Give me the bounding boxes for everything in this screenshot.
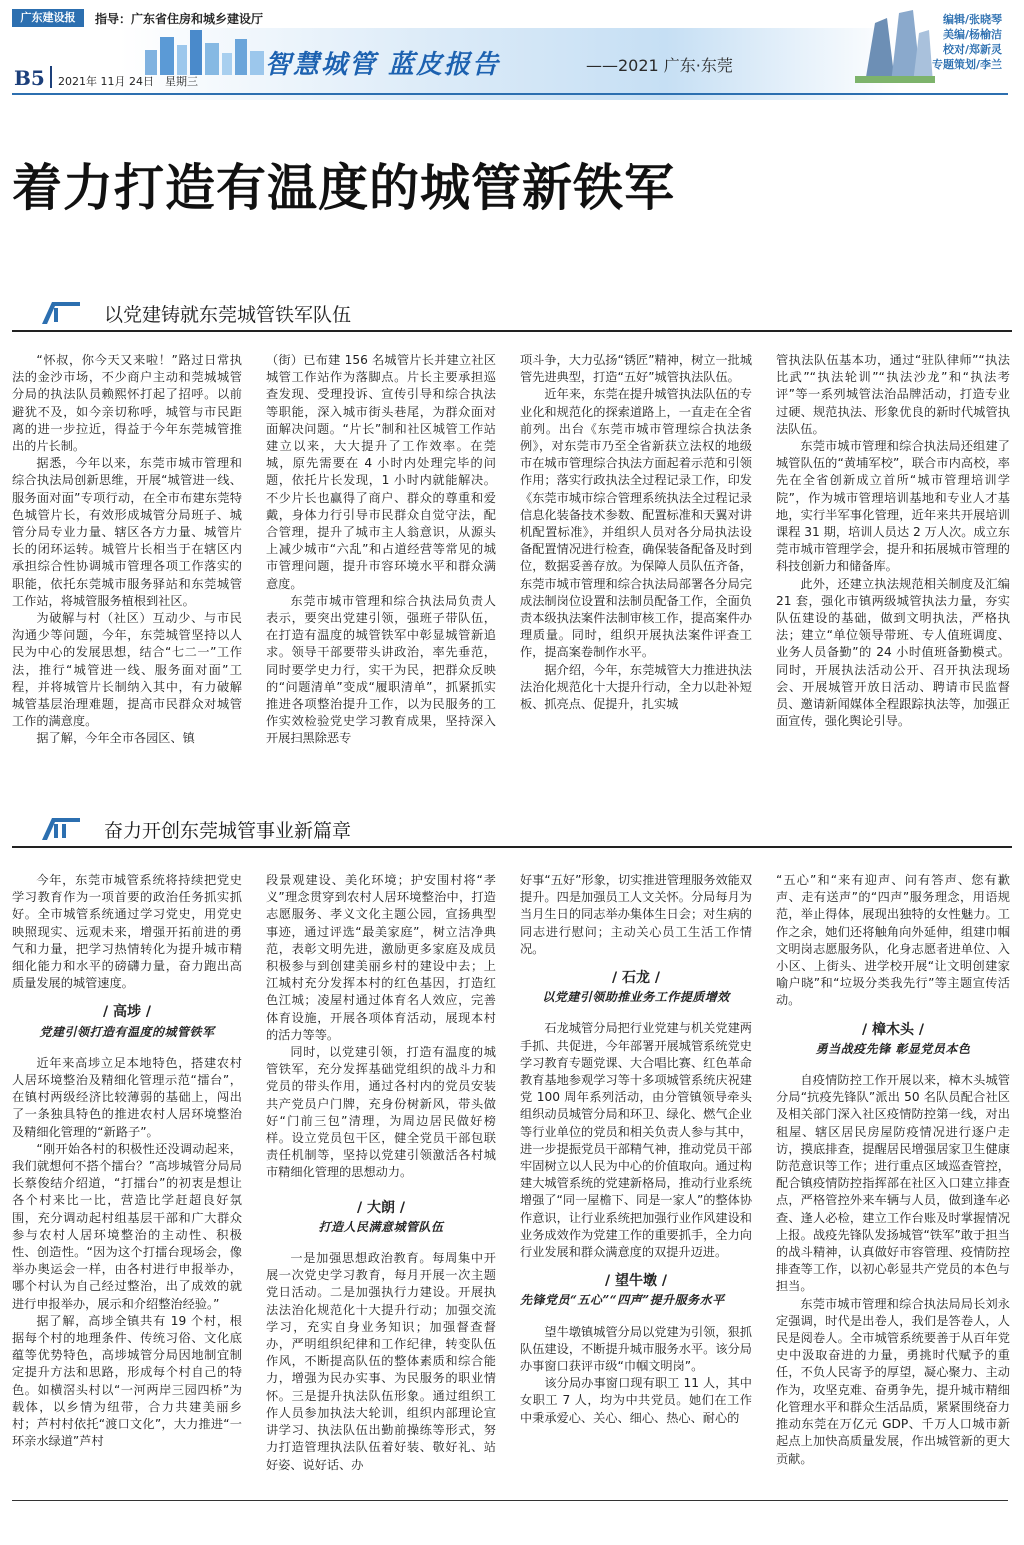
issue-date: 2021年 11月 24日 星期三: [58, 75, 198, 88]
footer-rule: [12, 1500, 1008, 1501]
town-subheading: 党建引领打造有温度的城管铁军: [39, 1024, 215, 1039]
section1-column-2: [266, 352, 496, 748]
paragraph: 好事“五好”形象，切实推进管理服务效能双提升。四是加强员工人文关怀。分局每月为当月生日的同志举办集体生日会；对生病的同志进行慰问；主动关心员工生活工作情况。: [520, 873, 753, 956]
credit-editor: 编辑/张晓琴: [942, 13, 1002, 26]
paragraph: 段景观建设、美化环境；护安围村将“孝义”理念贯穿到农村人居环境整治中，打造志愿服务、孝义文化主题公园，宣扬典型事迹，通过评选“最美家庭”，树立洁净典范，表彰文明先进，激励更多家庭及成员积极参与到创建美丽乡村的建设中去；上江城村充分发挥本村的红色基因，打造红色江城；凌屋村通过体育名人效应，完善体育设施，开展各项体育活动，展现本村的活力等等。: [266, 873, 496, 1042]
section2-column-3: [520, 872, 752, 1427]
section2-column-4: [776, 872, 1010, 1468]
skyline-illustration: [140, 25, 270, 75]
masthead: [0, 0, 1024, 100]
masthead-rule: [12, 93, 1008, 95]
headline: 着力打造有温度的城管新铁军: [12, 158, 675, 217]
paragraph: 今年，东莞市城管系统将持续把党史学习教育作为一项首要的政治任务抓实抓好。全市城管系统通过学习党史，用党史映照现实、远观未来，增强开拓前进的勇气和力量，把学习热情转化为提升城市精细化能力和水平的磅礴力量，奋力跑出高质量发展的城管速度。: [12, 873, 242, 991]
paragraph: 为破解与村（社区）互动少、与市民沟通少等问题，今年，东莞城管坚持以人民为中心的发展思想，结合“七二一”工作法，推行“城管进一线、服务面对面”工程，并将城管片长制纳入其中，有力破解城管基层治理难题，提高市民群众对城管工作的满意度。: [12, 611, 242, 729]
paragraph: 自疫情防控工作开展以来，樟木头城管分局“抗疫先锋队”派出 50 名队员配合社区及相关部门深入社区疫情防控第一线，对出租屋、辖区居民房屋防疫情况进行逐户走访，摸底排查，提醒居民增强居家卫生健康防范意识等工作；进行重点区域巡查管控，配合镇疫情防控指挥部在社区入口建立排查点，严格管控外来车辆与人员，做到逢车必查、逢人必检，建立工作台账及时掌握情况上报。战疫先锋队发扬城管“铁军”敢于担当的战斗精神，认真做好市容管理、疫情防控排查等工作，以初心彰显共产党员的本色与担当。: [776, 1073, 1010, 1294]
town-heading-wangniudun: / 望牛墩 /: [605, 1273, 667, 1290]
paragraph: （街）已布建 156 名城管片长并建立社区城管工作站作为落脚点。片长主要承担巡查发现、受理投诉、宣传引导和综合执法等职能，深入城市街头巷尾，为群众面对面解决问题。“片长”制和社区城管工作站建立以来，大大提升了工作效率。在莞城，原先需要在 4 小时内处理完毕的问题，依托片长发现，1 小时内就能解决。不少片长也赢得了商户、群众的尊重和爱戴，身体力行引导市民群众自觉守法，配合管理，提升了城市主人翁意识，从源头上减少城市“六乱”和占道经营等常见的城市管理问题，提升市容环境水平和群众满意度。: [266, 353, 496, 591]
series-title: 智慧城管 蓝皮报告: [265, 50, 501, 80]
section1-title: 以党建铸就东莞城管铁军队伍: [104, 304, 352, 326]
paragraph: 一是加强思想政治教育。每周集中开展一次党史学习教育，每月开展一次主题党日活动。二是加强执行力建设。开展执法法治化规范化十大提升行动；加强交流学习，充实自身业务知识；加强督查督办，严明组织纪律和工作纪律，转变队伍作风，不断提高队伍的整体素质和综合能力，增强为民办实事、为民服务的职业情怀。三是提升执法队伍形象。通过组织工作人员参加执法大轮训，组织内部理论宣讲学习、执法队伍出勤前操练等形式，努力打造管理执法队伍着好装、敬好礼、站好姿、说好话、办: [266, 1251, 496, 1472]
section-bracket-icon: [38, 300, 84, 326]
town-subheading: 打造人民满意城管队伍: [318, 1219, 444, 1234]
paragraph: 石龙城管分局把行业党建与机关党建两手抓、共促进，今年部署开展城管系统党史学习教育专题党课、大合唱比赛、红色革命教育基地参观学习等十多项城管系统庆祝建党 100 周年系列活动，由分管镇领导牵头组织动员城管分局和环卫、绿化、燃气企业等行业单位的党员和相关负责人参与其中，进一步提振党员干部精气神，推动党员干部牢固树立以人民为中心的价值取向。通过构建大城管系统的党建新格局，推动行业系统增强了“同一屋檐下、同是一家人”的整体协作意识，让行业系统把加强行业作风建设和业务成效作为党建工作的重要抓手，全力向行业发展和群众满意度的双提升迈进。: [520, 1021, 753, 1260]
town-heading-zhangmutou: / 樟木头 /: [862, 1021, 924, 1038]
paragraph: 近年来高埗立足本地特色，搭建农村人居环境整治及精细化管理示范“擂台”，在镇村两级经济比较薄弱的基础上，闯出了一条独具特色的推进农村人居环境整治及精细化管理的“新路子”。: [12, 1055, 242, 1139]
section1-header: [12, 296, 1012, 332]
paragraph: 近年来，东莞在提升城管执法队伍的专业化和规范化的探索道路上，一直走在全省前列。出台《东莞市城市管理综合执法条例》，对东莞市乃至全省新获立法权的地级市在城市管理综合执法方面起着示范和引领作用；落实行政执法全过程记录工作，印发《东莞市城市综合管理系统执法全过程记录信息化装备技术参数、配置标准和天翼对讲机配置标准》，并组织人员对各分局执法设备配置情况进行检查，确保装备配备及时到位，数据妥善存放。为保障人员队伍齐备，东莞市城市管理和综合执法局部署各分局完成法制岗位设置和法制员配备工作，全面负责本级执法案件法制审核工作，提高案件办理质量。同时，组织开展执法案件评查工作，提高案卷制作水平。: [520, 387, 752, 660]
paragraph: 据了解，今年全市各园区、镇: [36, 731, 195, 746]
paragraph: 东莞市城市管理和综合执法局还组建了城管队伍的“黄埔军校”，联合市内高校，率先在全省创新成立首所“城市管理培训学院”，作为城市管理培训基地和专业人才基地，实行半军事化管理，近年来共开展培训课程 31 期，培训人员达 2 万人次。成立东莞市城市管理学会，提升和拓展城市管理的科技创新力和储备库。: [776, 439, 1010, 574]
town-subheading: 勇当战疫先锋 彰显党员本色: [815, 1041, 971, 1056]
guide-line: 指导：广东省住房和城乡建设厅: [95, 12, 264, 26]
paragraph: 同时，以党建引领，打造有温度的城管铁军，充分发挥基础党组织的战斗力和党员的带头作用，通过各村内的党员安装共产党员户门牌，充身份树新风，带头做好“门前三包”清理，为周边居民做好榜样。设立党员包干区，健全党员干部包联责任机制等，坚持以党建引领激活各村城市精细化管理的思想动力。: [266, 1045, 496, 1180]
paper-name: 广东建设报: [12, 9, 84, 27]
paragraph: 据介绍，今年，东莞城管大力推进执法法治化规范化十大提升行动，全力以赴补短板、抓亮点、促提升，扎实城: [520, 662, 752, 712]
paragraph: “刚开始各村的积极性还没调动起来，我们就想何不搭个擂台？”高埗城管分局局长蔡俊结介绍道，“打擂台”的初衷是想让各个村来比一比，营造比学赶超良好氛围，充分调动起村组基层干部和广大群众参与农村人居环境整治的主动性、积极性、创造性。“因为这个打擂台现场会，像举办奥运会一样，由各村进行申报举办，哪个村认为自己经过整治，出了成效的就进行申报举办，展示和介绍整治经验。”: [12, 1141, 242, 1311]
section-bracket-icon: [38, 816, 84, 842]
paragraph: 管执法队伍基本功，通过“驻队律师”“执法比武”“执法轮训”“执法沙龙”和“执法考评”等一系列城管法治品牌活动，打造专业过硬、规范执法、形象优良的新时代城管执法队伍。: [776, 353, 1010, 436]
series-subtitle: ——2021 广东·东莞: [586, 56, 733, 75]
section2-column-1: [12, 872, 242, 1451]
section2-column-2: [266, 872, 496, 1474]
section1-column-4: [776, 352, 1010, 730]
paragraph: 东莞市城市管理和综合执法局负责人表示，要突出党建引领，强班子带队伍，在打造有温度的城管铁军中彰显城管新追求。领导干部要带头讲政治，率先垂范，同时要学史力行，实干为民，把群众反映的“问题清单”变成“履职清单”，抓紧抓实推进各项整治提升工作，以为民服务的工作实效检验党史学习教育成果，坚持深入开展扫黑除恶专: [266, 593, 496, 746]
paragraph: 东莞市城市管理和综合执法局局长刘永定强调，时代是出卷人，我们是答卷人，人民是阅卷人。全市城管系统要善于从百年党史中汲取奋进的力量，勇挑时代赋予的重任，不负人民寄予的厚望，凝心聚力、主动作为，攻坚克难、奋勇争先，提升城市精细化管理水平和群众生活品质，紧紧围绕奋力推动东莞在万亿元 GDP、千万人口城市新起点上加快高质量发展，作出城管新的更大贡献。: [776, 1296, 1010, 1466]
credit-planner: 专题策划/李兰: [931, 58, 1002, 71]
paragraph: 据了解，高埗全镇共有 19 个村，根据每个村的地理条件、传统习俗、文化底蕴等优势特色，高埗城管分局因地制宜制定提升方法和思路，形成每个村自己的特色。如横滘头村以“一河两岸三园四桥”为载体，以乡情为纽带，合力共建美丽乡村；芦村村依托“渡口文化”，大力推进“一环亲水绿道”芦村: [12, 1313, 242, 1449]
town-subheading: 以党建引领助推业务工作提质增效: [542, 990, 730, 1005]
page-number: B5: [14, 66, 45, 90]
credit-designer: 美编/杨榆洁: [942, 28, 1002, 41]
section2-header: [12, 812, 1012, 848]
paragraph: 该分局办事窗口现有职工 11 人，其中女职工 7 人，均为中共党员。她们在工作中秉承爱心、关心、细心、热心、耐心的: [520, 1376, 752, 1425]
paragraph: “五心”和“来有迎声、问有答声、您有歉声、走有送声”的“四声”服务理念，用语规范，举止得体，展现出独特的女性魅力。工作之余，她们还将触角向外延伸，组建巾帼文明岗志愿服务队，化身志愿者进单位、入小区、上街头、进学校开展“让文明创建家喻户晓”和“垃圾分类我先行”等主题宣传活动。: [776, 873, 1010, 1008]
town-heading-gaobu: / 高埗 /: [103, 1004, 151, 1021]
section2-title: 奋力开创东莞城管事业新篇章: [104, 820, 352, 842]
paragraph: 据悉，今年以来，东莞市城市管理和综合执法局创新思维，开展“城管进一线、服务面对面”专项行动，在全市布建东莞特色城管片长，有效形成城管分局班子、城管分局专业力量、辖区各方力量、城管片长的闭环运转。城管片长相当于在辖区内承担综合性协调城市管理各项工作落实的职能，依托东莞城市服务驿站和东莞城管工作站，将城管服务植根到社区。: [12, 456, 242, 608]
town-heading-dalang: / 大朗 /: [357, 1199, 405, 1216]
paragraph: 望牛墩镇城管分局以党建为引领，狠抓队伍建设，不断提升城市服务水平。该分局办事窗口获评市级“巾帼文明岗”。: [520, 1324, 752, 1374]
town-heading-shilong: / 石龙 /: [612, 970, 660, 987]
building-illustration: [855, 8, 935, 83]
section1-column-1: [12, 352, 242, 748]
credit-proofreader: 校对/郑新灵: [942, 43, 1002, 56]
page-number-divider: [50, 66, 52, 88]
paragraph: “怀叔，你今天又来啦！”路过日常执法的金沙市场，不少商户主动和莞城城管分局的执法队员赖熙怀打起了招呼。以前避犹不及，如今亲切称呼，城管与市民距离的进一步拉近，得益于今年东莞城管推出的片长制。: [12, 353, 242, 454]
paragraph: 项斗争，大力弘扬“锈匠”精神，树立一批城管先进典型，打造“五好”城管执法队伍。: [520, 353, 753, 385]
town-subheading: 先锋党员“五心”“四声”提升服务水平: [520, 1293, 725, 1308]
editor-credits: [932, 12, 1002, 72]
section1-column-3: [520, 352, 752, 713]
paragraph: 此外，还建立执法规范相关制度及汇编 21 套，强化市镇两级城管执法力量，夯实队伍建设的基础，做到文明执法，严格执法；建立“单位领导带班、专人值班调度、业务人员备勤”的 24 小时值班备勤模式。同时，开展执法活动公开、召开执法现场会、开展城管开放日活动、聘请市民监督员、邀请新闻媒体全程跟踪执法等，加强正面宣传，强化舆论引导。: [776, 576, 1010, 729]
